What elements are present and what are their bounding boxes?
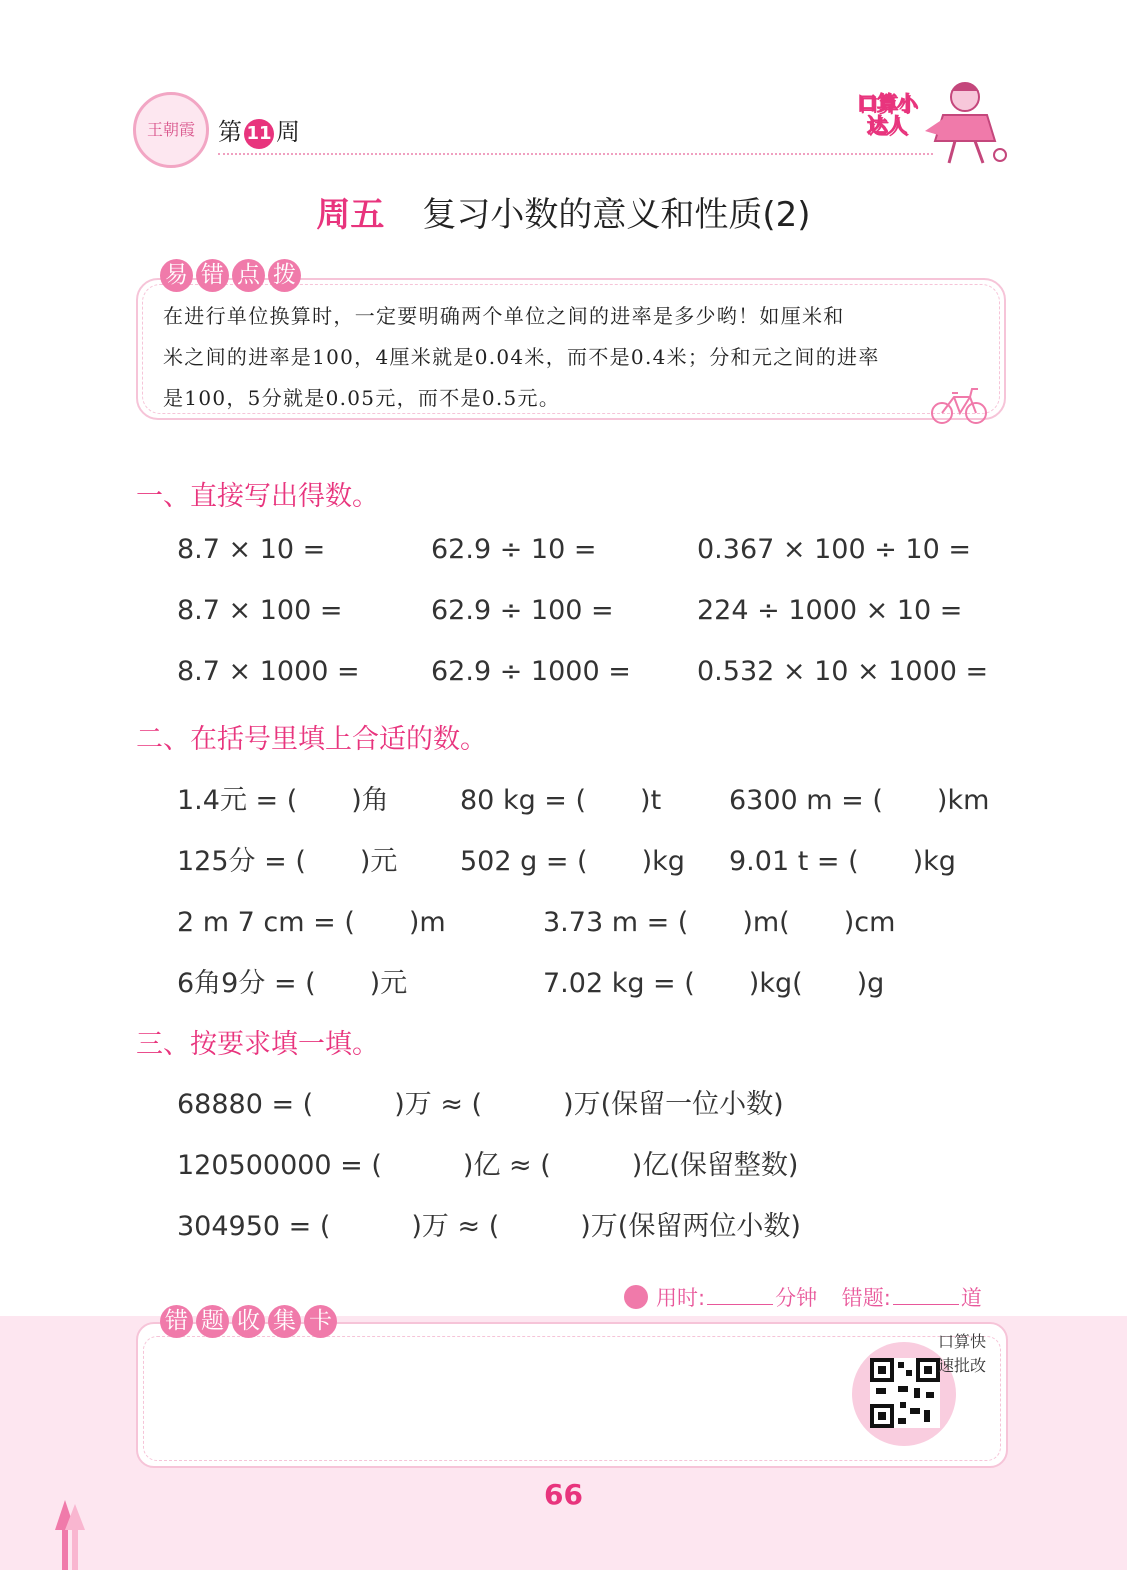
fill-item: 80 kg = ( )t [460, 785, 662, 816]
approx-item: 68880 = ( )万 ≈ ( )万(保留一位小数) [177, 1089, 784, 1120]
approx-item: 304950 = ( )万 ≈ ( )万(保留两位小数) [177, 1211, 801, 1242]
fill-item: 9.01 t = ( )kg [729, 846, 956, 877]
tip-line: 米之间的进率是100，4厘米就是0.04米，而不是0.4米；分和元之间的进率 [163, 345, 880, 369]
error-title-char: 卡 [304, 1305, 337, 1338]
mascot-icon [925, 75, 1015, 167]
fill-item: 2 m 7 cm = ( )m [177, 907, 446, 938]
error-title-char: 集 [268, 1305, 301, 1338]
calc-item: 62.9 ÷ 100 = [431, 595, 614, 626]
error-title-char: 错 [160, 1305, 193, 1338]
calc-item: 224 ÷ 1000 × 10 = [697, 595, 963, 626]
tip-line: 在进行单位换算时，一定要明确两个单位之间的进率是多少哟！如厘米和 [163, 304, 845, 328]
time-unit: 分钟 [775, 1286, 818, 1310]
section-1-title: 一、直接写出得数。 [136, 481, 379, 512]
tip-line: 是100，5分就是0.05元，而不是0.5元。 [163, 386, 561, 410]
qr-caption: 口算快速批改 [938, 1332, 987, 1375]
fill-item: 6角9分 = ( )元 [177, 968, 408, 999]
error-blank[interactable] [893, 1286, 959, 1305]
calc-item: 62.9 ÷ 10 = [431, 534, 597, 565]
tip-title-char: 拨 [268, 259, 301, 292]
logo-seal [133, 92, 209, 168]
tip-title-char: 点 [232, 259, 265, 292]
calc-item: 8.7 × 10 = [177, 534, 326, 565]
tip-title-char: 易 [160, 259, 193, 292]
page-number: 66 [544, 1478, 583, 1511]
fill-item: 3.73 m = ( )m( )cm [543, 907, 896, 938]
error-unit: 道 [960, 1286, 982, 1310]
time-label: 用时: [656, 1286, 706, 1310]
section-3-title: 三、按要求填一填。 [136, 1029, 379, 1060]
page-title [0, 187, 1127, 236]
timer-line [624, 1282, 982, 1312]
tip-text [163, 296, 993, 419]
title-day: 周五 [316, 195, 385, 235]
error-title-char: 题 [196, 1305, 229, 1338]
arrow-up-icon [50, 1500, 90, 1570]
section-2-title: 二、在括号里填上合适的数。 [136, 724, 487, 755]
tip-title-char: 错 [196, 259, 229, 292]
brand-logo: 口算小达人 [857, 91, 917, 137]
calc-item: 0.367 × 100 ÷ 10 = [697, 534, 971, 565]
title-text: 复习小数的意义和性质(2) [422, 195, 811, 235]
tip-title [160, 259, 301, 292]
error-card-title [160, 1305, 337, 1338]
calc-item: 8.7 × 1000 = [177, 656, 360, 687]
seal-text: 王朝霞 [146, 120, 195, 139]
qr-code-icon[interactable] [870, 1358, 940, 1428]
fill-item: 125分 = ( )元 [177, 846, 398, 877]
bicycle-icon [930, 385, 990, 425]
calc-item: 8.7 × 100 = [177, 595, 343, 626]
fill-item: 502 g = ( )kg [460, 846, 685, 877]
error-label: 错题: [841, 1286, 891, 1310]
header-divider [218, 153, 933, 155]
error-title-char: 收 [232, 1305, 265, 1338]
week-suffix: 周 [276, 118, 300, 146]
approx-item: 120500000 = ( )亿 ≈ ( )亿(保留整数) [177, 1150, 799, 1181]
fill-item: 7.02 kg = ( )kg( )g [543, 968, 885, 999]
week-number: 11 [244, 119, 274, 149]
week-prefix: 第 [218, 118, 242, 146]
week-label [218, 112, 300, 149]
fill-item: 1.4元 = ( )角 [177, 785, 389, 816]
fill-item: 6300 m = ( )km [729, 785, 990, 816]
stopwatch-icon [624, 1285, 648, 1309]
time-blank[interactable] [707, 1286, 773, 1305]
calc-item: 0.532 × 10 × 1000 = [697, 656, 989, 687]
calc-item: 62.9 ÷ 1000 = [431, 656, 631, 687]
